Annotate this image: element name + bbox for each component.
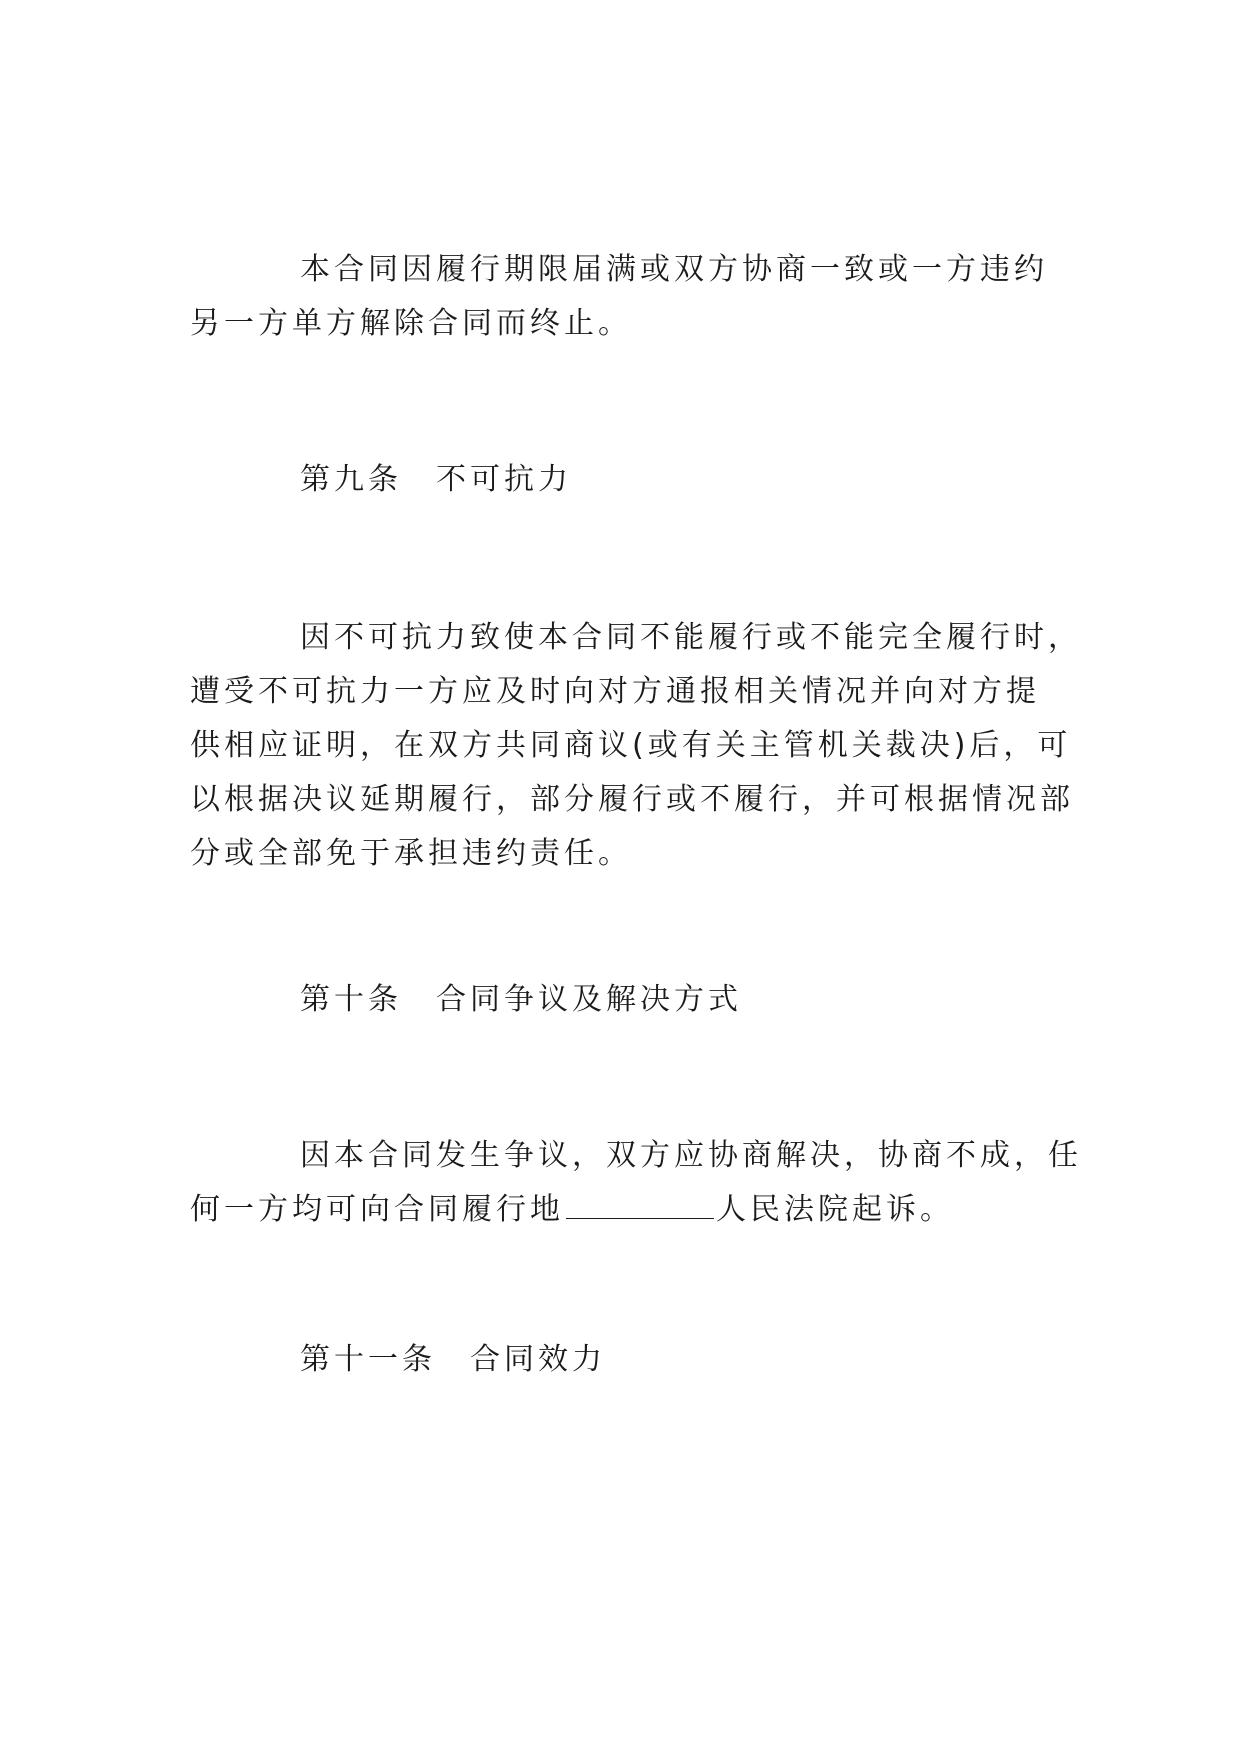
paragraph-force-majeure-line-5: 分或全部免于承担违约责任。 <box>190 836 632 871</box>
paragraph-termination-line-1: 本合同因履行期限届满或双方协商一致或一方违约 <box>300 252 1048 287</box>
paragraph-force-majeure-line-4: 以根据决议延期履行，部分履行或不履行，并可根据情况部 <box>190 782 1074 817</box>
paragraph-force-majeure-line-2: 遭受不可抗力一方应及时向对方通报相关情况并向对方提 <box>190 674 1040 709</box>
paragraph-force-majeure-line-1: 因不可抗力致使本合同不能履行或不能完全履行时， <box>300 620 1082 655</box>
court-location-blank <box>566 1192 714 1219</box>
paragraph-termination-line-2: 另一方单方解除合同而终止。 <box>190 306 632 341</box>
paragraph-dispute-line-2 <box>190 1190 954 1230</box>
paragraph-dispute-line-2-end: 人民法院起诉。 <box>716 1192 954 1227</box>
article-10-heading: 第十条 合同争议及解决方式 <box>300 982 742 1017</box>
paragraph-dispute-line-1: 因本合同发生争议，双方应协商解决，协商不成，任 <box>300 1138 1082 1173</box>
paragraph-dispute-line-2-start: 何一方均可向合同履行地 <box>190 1192 564 1227</box>
article-9-heading: 第九条 不可抗力 <box>300 462 572 497</box>
article-11-heading: 第十一条 合同效力 <box>300 1342 606 1377</box>
paragraph-force-majeure-line-3: 供相应证明，在双方共同商议(或有关主管机关裁决)后，可 <box>190 728 1072 763</box>
